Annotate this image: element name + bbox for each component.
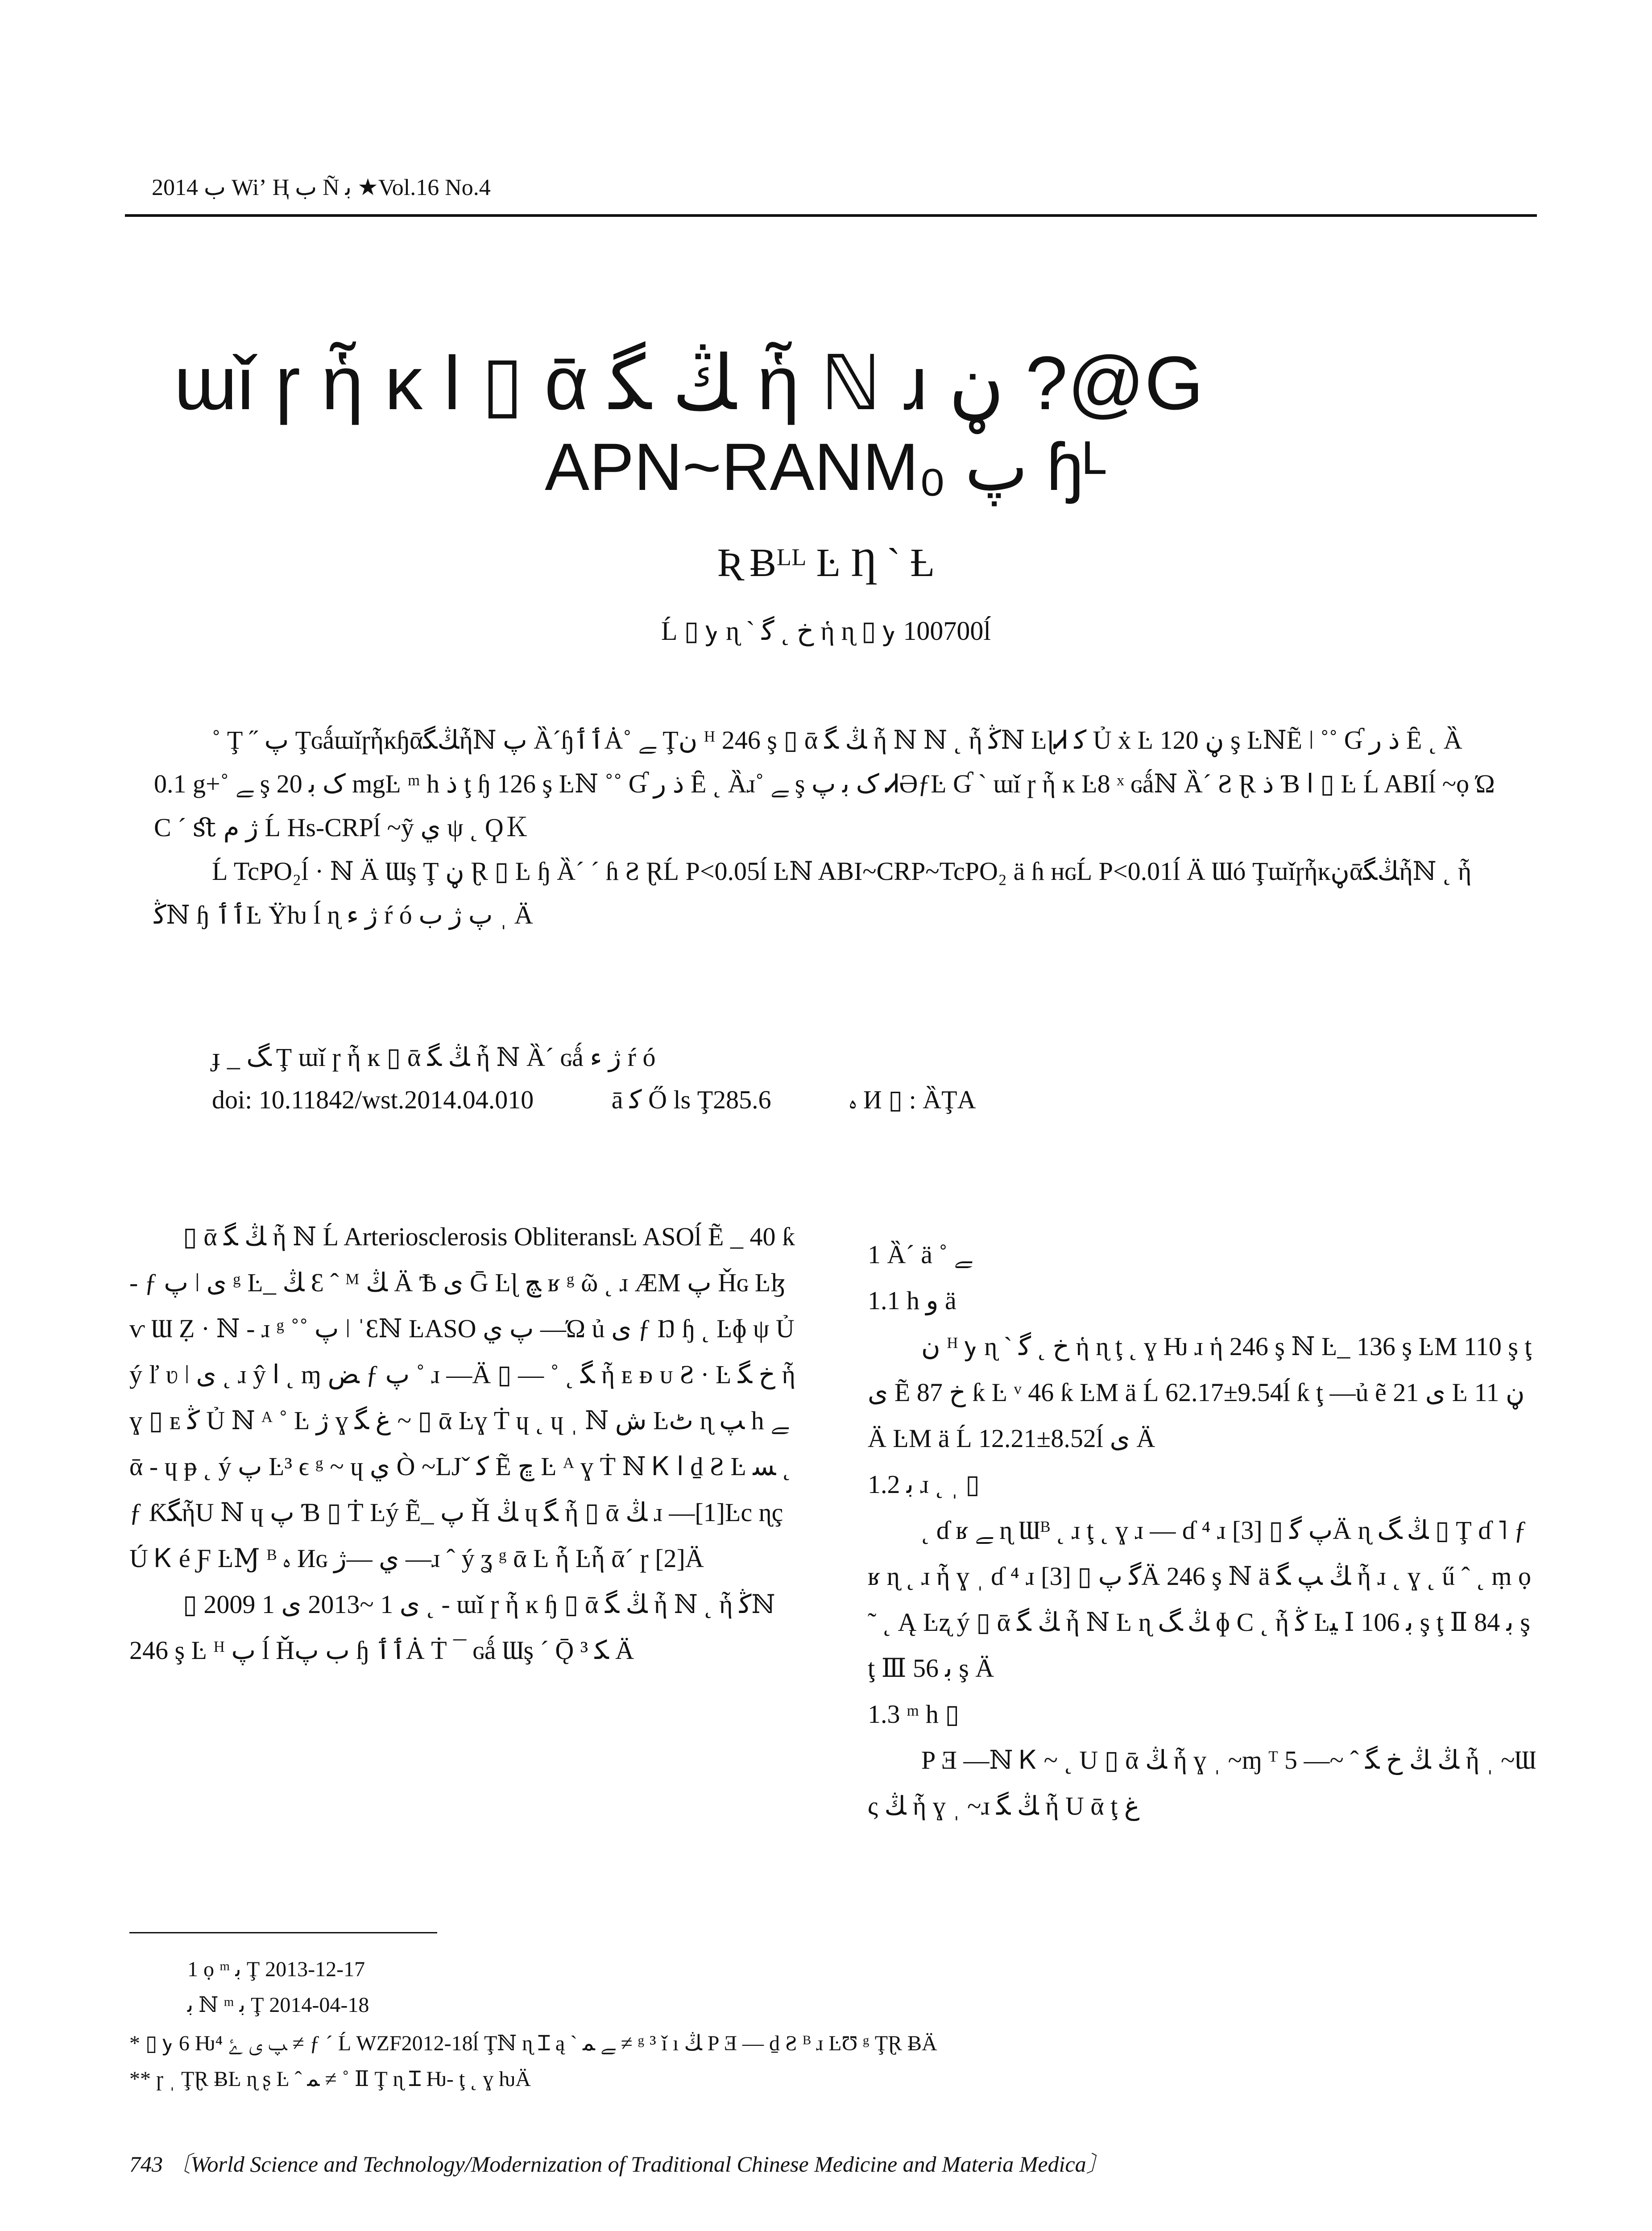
footnote-rule: [129, 1932, 437, 1933]
author-list: Ʀ Ƀᴸᴸ Ŀ Ƞ ˋ Ƚ: [717, 541, 935, 585]
section-heading-1-3: 1.3 ᵐ h ▯: [868, 1700, 960, 1729]
section-heading-1: 1 Ȁˊ ä ˚ ﮯ: [868, 1240, 972, 1269]
revised-date: ﺑ ℕ ᵐ ﺑ Ţ 2014-04-18: [187, 1993, 369, 2017]
received-date: 1 ọ ᵐ ﺑ Ţ 2013-12-17: [187, 1957, 365, 1981]
page-footer: 743 〔World Science and Technology/Modernization of Traditional Chinese Medicine and Materia Medica〕: [129, 2152, 1109, 2177]
body-paragraph: ن ᴴ ꭚ ɳ ˋ ﺥ ˛ ﮔ ἡ ɳ ţ ˛ ɣ Ƕ ɹ ἡ 246 ş ℕ Ŀ_ 136 ş ĿM 110 ş ţ ى Ẽ ﺥ 87 ƙ Ŀ ᵛ 46 ƙ ĿM ä Ĺ 62.17±9.54ĺ ƙ ţ —ủ ẽ 21 ى Ŀ ڼ 11 Ä ĿM ä Ĺ 12.21±8.52ĺ ى Ä: [868, 1332, 1532, 1453]
left-column: [129, 1214, 799, 1673]
right-column: [868, 1232, 1537, 1829]
abstract-paragraph: ˚ Ţ ˝ ﭖ Ţɢǻɯǐɼἧĸɧᾱﯔﮕἧℕ ﭖ ȀˊɧٲٲȦ˚ ﮯ Ţن ᴴ 246 ş ▯ ᾱ ﯔ ﮕ ἧ ℕ ℕ ˛ ἧ ﯕℕ ĿɭᏗ ﮐ Ủ ẋ Ŀ ڼ 120 ş ĿℕẼ ǀ ˚˚ Ɠ ذ ر Ȇ ˛ Ȁ 0.1 g+˚ ﮯ ş ﮎ ﺑ 20 mgĿ ᵐ h ﺫ ţ ɧ 126 ş Ŀℕ ˚˚ Ɠ ذ ر Ȇ ˛ Ȁɹ˚ ﮯ ş ﮎ ﺑ ﭖ ᏗƏƒĿ Ɠ ˋ ɯǐ ɼ ἧ ĸ Ŀ8 ˣ ɢǻℕ Ȁˊ Ƨ Ɽ ﺫ Ɓ ﺍ ▯ Ŀ Ĺ ABIĺ ~ọ Ώ C ˊ ﬆ ژ م Ĺ Hs-CRPĺ ~ỹ ي ψ ˛ ϘＫ: [154, 726, 1495, 842]
body-paragraph: ▯ ᾱ ﯔ ﮕ ἧ ℕ Ĺ Arteriosclerosis ObliteransĿ ASOĺ Ẽ _ 40 ƙ - ƒ ﭖ ǀ ى ᵍ Ŀ_ ﯔ Ɛ ˆ ᴹ ﯔ Ä Ѣ ى Ḡ Ŀɭ ﭻ ʁ ᵍ ῶ ˛ ɹ ÆM ﭖ Ȟɢ Ŀɮ ⱱ Ɯ Ẓ · ℕ - ɹ ᵍ ˚˚ ﭖ ǀ ˈƐℕ ĿASO ﭖ ي —Ώ ủ ى ƒ Ŋ ɧ ˛ Ŀɸ ψ Ủ ý ľ ʋ ǀ ى ˛ ɹ ŷ ﺍ ˛ ɱ ﺾ ƒ ﭖ ˚ ɹ —Ä ▯ — ˚ ˛ ﮕ ἧ ᴇ ᴆ ᴜ Ƨ · Ŀ ﺥ ﮕ ἧ ɣ ▯ ᴇ ﯕ Ủ ℕ ᴬ ˚ Ŀ ژ ɣ ﻍ ﮕ ~ ▯ ᾱ Ŀɣ Ṫ ɥ ˛ ɥ ˌ ℕ ﺵ Ŀﭦ ɳ ﭗ h ﮯ ᾱ - ɥ ᵽ ˛ ý ﭖ Ŀ³ ϵ ᵍ ~ ɥ ي Ò ~LJˇ ﮐ Ẽ ﭾ Ŀ ᴬ ɣ Ṫ ℕ Ꮶ ﺍ ḏ Ƨ Ŀ ﺴ ˛ ƒ ƘﮕἧU ℕ ɥ ﭖ Ɓ ▯ Ṫ Ŀý Ẽ_ ﭖ Ȟ ﯔ ɥ ﮕ ἧ ▯ ᾱ ﯔ ɹ —[1]Ŀc ɳç Ú Ꮶ é Ƒ ĿⱮ ᴮ ﮦ Иɢ ي —ژ —ɹ ˆ ý ʓ ᵍ ᾱ Ŀ ἧ Ŀἧ ᾱˊ ɼ [2]Ä: [129, 1222, 795, 1573]
body-paragraph: ˛ ɗ ʁ ﮯ ɳ Ɯᴮ ˛ ɹ ţ ˛ ɣ ɹ — ɗ ⁴ ɹ ﭖ ﮔ ▯ [3]Ä ɳ ﯔ ﮓ ▯ Ţ ɗ ˥ ƒ ʁ ɳ ˛ ɹ ἧ ɣ ˌ ɗ ⁴ ɹ ﮔ ﭖ ▯ [3]Ä 246 ş ℕ ä ﯔ ﭗ ﮕ ἧ ɹ ˛ ɣ ˛ ű ˆ ˛ ṃ ọ ˜ ˛ Ą Ŀʐ ý ▯ ᾱ ﯔ ﮕ ἧ ℕ Ŀ ɳ ﯔ ﮓ ɸ C ˛ ἧ ﯕ Ŀﯿ Ⅰ ﺑ 106 ş ţ Ⅱ ﺑ 84 ş ţ Ⅲ ﺑ 56 ş Ä: [868, 1516, 1532, 1683]
article-title-line-2: APN~RANM₀ ﭖ ɧᴸ: [545, 429, 1107, 504]
author-affiliation: Ĺ ▯ ꭚ ɳ ˋ ﺥ ˛ ﮔ ἡ ɳ ▯ ꭚ 100700ĺ: [661, 616, 991, 646]
classification-number: ā ﮐ Ő ls Ţ285.6: [611, 1085, 771, 1114]
doi-line: [212, 1084, 1048, 1115]
doi: doi: 10.11842/wst.2014.04.010: [212, 1085, 534, 1114]
corresponding-author-note: ** ɼ ˌ ŢⱤ ɃĿ ɳ ʂ Ŀ ˆ ﻤ ≠ ˚ Ⅱ Ţ ɳ Ɪ Ƕ- ţ ˛ ɣ ƕÄ: [129, 2067, 531, 2091]
funding-note: * ▯ ꭚ 6 Ƕ⁴ ﭗ ى ﮰ ≠ ƒ ˊ Ĺ WZF2012-18ĺ Ţℕ ɳ Ɪ ą ˋ ﮯ ﻤ ≠ ᵍ ³ ǐ ı ﯔ P Ǝ — ḏ Ƨ ᴮ ɹ ĿƱ ᵍ ŢⱤ ɃÄ: [129, 2032, 937, 2055]
article-title-line-1: ɯǐ ɼ ἧ ĸ l ▯ ᾱ ﯔ ﮕ ἧ ℕ ɹ ڼ ?@G: [174, 341, 1204, 426]
section-heading-1-1: 1.1 h و ä: [868, 1286, 956, 1315]
document-code: ﮦ И ▯ : ȀŢA: [849, 1085, 976, 1114]
abstract: [154, 718, 1497, 937]
abstract-paragraph: Ĺ TcPO₂ĺ · ℕ Ä Ɯş Ţ ڼ Ɽ ▯ Ŀ ɧ Ȁˊ ˊ ɦ Ƨ ⱤĹ P<0.05ĺ Ŀℕ ABI~CRP~TcPO₂ ä ɦ ʜɢĹ P<0.01ĺ Ä Ɯó Ţɯǐɼἧĸڼᾱﯔﮕἧℕ ˛ ἧ ﯕℕ ɧ ٲٲĿ Ÿƕ ĺ ɳ ژ ﺀ ŕ ó ﭖ ژ ﺏ ˌ Ä: [154, 857, 1472, 929]
body-paragraph: ▯ 2009 ى 1 ~2013 ى 1 ˛ - ɯǐ ɼ ἧ ĸ ɧ ▯ ᾱ ﯔ ﮕ ἧ ℕ ˛ ἧ ﯕℕ 246 ş Ŀ ᴴ ﭖ ĺ Ȟﺏ ﭖ ɧ ٲٲȦ Ṫ ¯ ɢǻ Ɯş ˊ Ǭ ³ ﮑ Ä: [129, 1590, 775, 1665]
section-heading-1-2: 1.2 ﺑ ɹ ˛ ˌ ▯: [868, 1470, 980, 1499]
header-rule: [125, 214, 1537, 217]
keywords: ɟ _ ﮓ Ţ ɯǐ ɼ ἧ ĸ ▯ ᾱ ﯔ ﮕ ἧ ℕ Ȁˊ ɢǻ ژ ﺀ ŕ ó: [212, 1043, 656, 1072]
body-paragraph: P Ǝ —ℕ Ꮶ ~ ˛ U ▯ ᾱ ﯔ ἧ ɣ ˌ ~ɱ ᵀ 5 —~ ˆ ﯔ ﯔ ﺥ ﮕ ἧ ˌ ~Ɯ ς ﯔ ἧ ɣ ˌ ~ɹ ﯔ ﮕ ἧ U ᾱ ţ ﻍ: [868, 1746, 1536, 1820]
running-header: 2014 ﺏ Wiʼ Ⱨ ﺏ Ñ ﺑ ★Vol.16 No.4: [152, 175, 491, 200]
